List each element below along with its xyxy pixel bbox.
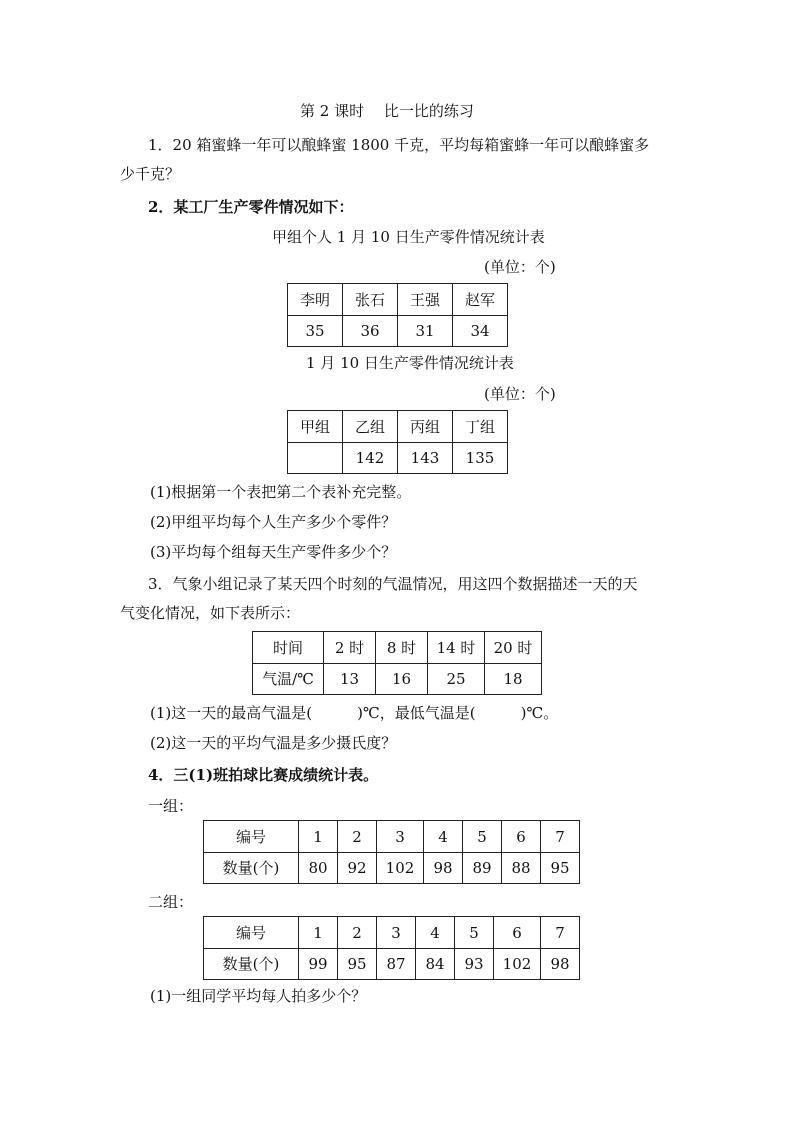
table-cell: 95 <box>338 949 377 980</box>
table-cell: 2 <box>338 821 377 853</box>
table-cell: 1 <box>299 917 338 949</box>
table-header-row <box>288 411 508 443</box>
table-cell: 92 <box>338 853 377 884</box>
table-cell: 98 <box>541 949 580 980</box>
q4-group1-label: 一组： <box>148 797 194 815</box>
table-cell: 3 <box>377 917 416 949</box>
table-header-row <box>288 284 508 316</box>
q2-table2-caption: 1 月 10 日生产零件情况统计表 <box>306 354 514 372</box>
table-cell: 88 <box>502 853 541 884</box>
table-cell: 数量(个) <box>204 949 299 980</box>
table-row <box>288 443 508 474</box>
q2-table1-unit: (单位：个) <box>484 258 556 276</box>
table-cell: 乙组 <box>343 411 398 443</box>
table-cell: 84 <box>416 949 455 980</box>
table-header-row <box>253 632 542 664</box>
table-cell: 25 <box>428 664 485 695</box>
table-cell: 102 <box>377 853 424 884</box>
table-cell: 时间 <box>253 632 324 664</box>
table-cell: 18 <box>485 664 542 695</box>
q3-line-1: 3．气象小组记录了某天四个时刻的气温情况，用这四个数据描述一天的天 <box>148 575 638 593</box>
q3-line-2: 气变化情况，如下表所示： <box>120 604 301 622</box>
q2-intro: 2．某工厂生产零件情况如下： <box>148 198 354 216</box>
table-row <box>204 949 580 980</box>
q2-sub-1: (1)根据第一个表把第二个表补充完整。 <box>150 483 412 501</box>
q4-intro: 4．三(1)班拍球比赛成绩统计表。 <box>148 766 379 784</box>
table-header-row <box>204 821 580 853</box>
q2-table2-unit: (单位：个) <box>484 385 556 403</box>
table-cell: 31 <box>398 316 453 347</box>
table-cell: 80 <box>299 853 338 884</box>
table-cell: 142 <box>343 443 398 474</box>
q1-line-2: 少千克？ <box>120 165 181 183</box>
table-cell: 2 <box>338 917 377 949</box>
table-cell: 34 <box>453 316 508 347</box>
table-cell: 135 <box>453 443 508 474</box>
q4-sub-1: (1)一组同学平均每人拍多少个？ <box>150 987 367 1005</box>
table-cell: 89 <box>463 853 502 884</box>
table-cell: 93 <box>455 949 494 980</box>
table-cell: 8 时 <box>376 632 428 664</box>
table-cell: 13 <box>324 664 376 695</box>
table-cell: 98 <box>424 853 463 884</box>
q4-group1-table <box>203 820 580 884</box>
table-cell: 102 <box>494 949 541 980</box>
q3-sub-1: (1)这一天的最高气温是( )℃，最低气温是( )℃。 <box>150 704 559 722</box>
table-cell: 甲组 <box>288 411 343 443</box>
q1-line-1: 1．20 箱蜜蜂一年可以酿蜂蜜 1800 千克，平均每箱蜜蜂一年可以酿蜂蜜多 <box>148 136 650 154</box>
table-cell: 20 时 <box>485 632 542 664</box>
q2-sub-2: (2)甲组平均每个人生产多少个零件？ <box>150 513 397 531</box>
table-cell: 2 时 <box>324 632 376 664</box>
table-cell <box>288 443 343 474</box>
table-cell: 16 <box>376 664 428 695</box>
table-cell: 3 <box>377 821 424 853</box>
table-cell: 7 <box>541 917 580 949</box>
table-cell: 7 <box>541 821 580 853</box>
table-cell: 4 <box>424 821 463 853</box>
table-cell: 99 <box>299 949 338 980</box>
table-cell: 张石 <box>343 284 398 316</box>
table-cell: 36 <box>343 316 398 347</box>
table-row <box>204 853 580 884</box>
table-cell: 气温/℃ <box>253 664 324 695</box>
table-cell: 6 <box>502 821 541 853</box>
table-cell: 丁组 <box>453 411 508 443</box>
table-cell: 95 <box>541 853 580 884</box>
table-cell: 5 <box>463 821 502 853</box>
table-row <box>288 316 508 347</box>
q4-group2-table <box>203 916 580 980</box>
table-header-row <box>204 917 580 949</box>
table-cell: 编号 <box>204 821 299 853</box>
q2-table1 <box>287 283 508 347</box>
table-cell: 赵军 <box>453 284 508 316</box>
q2-table1-caption: 甲组个人 1 月 10 日生产零件情况统计表 <box>272 228 545 246</box>
table-cell: 1 <box>299 821 338 853</box>
table-cell: 数量(个) <box>204 853 299 884</box>
q3-temperature-table <box>252 631 542 695</box>
table-cell: 编号 <box>204 917 299 949</box>
q2-sub-3: (3)平均每个组每天生产零件多少个？ <box>150 543 397 561</box>
page-title: 第 2 课时 比一比的练习 <box>300 102 474 120</box>
table-cell: 4 <box>416 917 455 949</box>
table-cell: 35 <box>288 316 343 347</box>
table-cell: 5 <box>455 917 494 949</box>
table-cell: 丙组 <box>398 411 453 443</box>
q3-sub-2: (2)这一天的平均气温是多少摄氏度？ <box>150 734 397 752</box>
table-cell: 李明 <box>288 284 343 316</box>
q2-table2 <box>287 410 508 474</box>
table-cell: 87 <box>377 949 416 980</box>
table-cell: 王强 <box>398 284 453 316</box>
q4-group2-label: 二组： <box>148 893 194 911</box>
table-cell: 14 时 <box>428 632 485 664</box>
table-row <box>253 664 542 695</box>
table-cell: 143 <box>398 443 453 474</box>
table-cell: 6 <box>494 917 541 949</box>
